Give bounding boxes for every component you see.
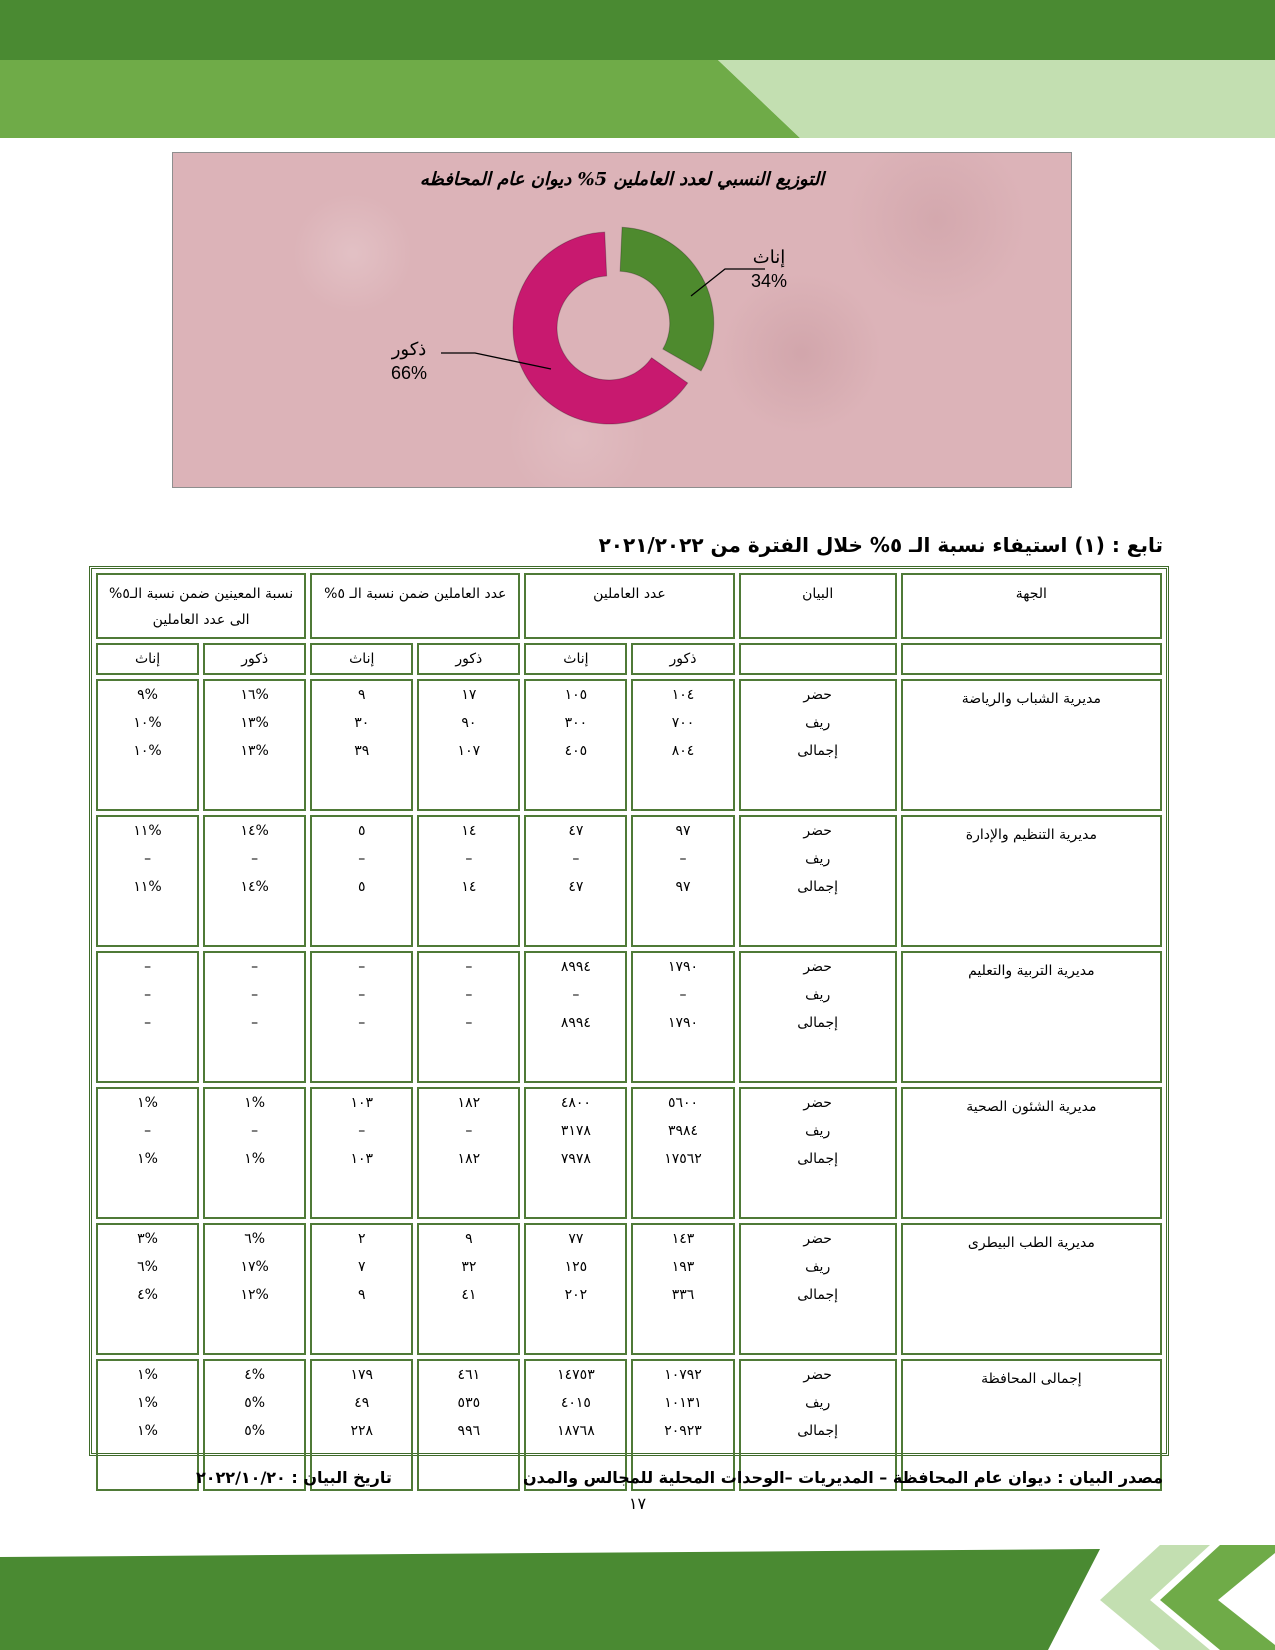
- ratio-f-cell: [96, 1087, 199, 1219]
- cell-value: –: [358, 1123, 366, 1139]
- cell-value: ١٢٥: [564, 1259, 588, 1275]
- cell-value: ٢٠٩٢٣: [664, 1423, 702, 1439]
- cell-value: ٧: [357, 1259, 366, 1275]
- cell-value: ١٧٥٦٢: [664, 1151, 702, 1167]
- ratio-f-cell: [96, 951, 199, 1083]
- cell-value: ١٤٧٥٣: [557, 1367, 595, 1383]
- cell-value: ٥٦٠٠: [667, 1095, 699, 1111]
- ratio-m-cell: [203, 679, 306, 811]
- entity-cell: مديرية التنظيم والإدارة: [901, 815, 1162, 947]
- ratio-f-cell: [96, 815, 199, 947]
- table-heading: تابع : (١) استيفاء نسبة الـ ٥% خلال الفترة من ٢٠٢١/٢٠٢٢: [598, 533, 1163, 557]
- table-row: [96, 1223, 1162, 1355]
- row-kind: حضر: [803, 687, 832, 703]
- slice-value-males: 66%: [391, 363, 428, 383]
- header-entity: الجهة: [901, 573, 1162, 639]
- row-kind: حضر: [803, 1367, 832, 1383]
- cell-value: –: [572, 851, 580, 867]
- cell-value: ١٧: [461, 687, 477, 703]
- row-kind: ريف: [805, 1123, 831, 1139]
- cell-value: ١٠٣: [350, 1151, 374, 1167]
- cell-value: %١١: [133, 879, 162, 895]
- row-kind: إجمالى: [797, 1423, 839, 1439]
- entity-cell: مديرية الشئون الصحية: [901, 1087, 1162, 1219]
- source-note: مصدر البيان : ديوان عام المحافظة – المديريات –الوحدات المحلية للمجالس والمدن: [523, 1468, 1163, 1487]
- cell-value: %٤: [244, 1367, 266, 1383]
- cell-value: %١٠: [133, 715, 162, 731]
- table-row: [96, 951, 1162, 1083]
- row-kind: حضر: [803, 1231, 832, 1247]
- cell-value: ١٧٩٠: [667, 1015, 699, 1031]
- cell-value: ٥٣٥: [457, 1395, 481, 1411]
- cell-value: –: [251, 959, 259, 975]
- cell-value: –: [465, 1015, 473, 1031]
- workers-m-cell: [631, 951, 734, 1083]
- row-kind: إجمالى: [797, 743, 839, 759]
- cell-value: –: [465, 1123, 473, 1139]
- pct-f-cell: [310, 951, 413, 1083]
- ratio-f-cell: [96, 1223, 199, 1355]
- subheader-males: ذكور: [203, 643, 306, 675]
- table-row: [96, 1087, 1162, 1219]
- workers-m-cell: [631, 815, 734, 947]
- cell-value: ٢٠٢: [564, 1287, 588, 1303]
- ratio-f-cell: [96, 679, 199, 811]
- pct-m-cell: [417, 815, 520, 947]
- subheader-empty: [739, 643, 897, 675]
- cell-value: %١: [244, 1151, 266, 1167]
- cell-value: ٤٧: [568, 879, 584, 895]
- cell-value: –: [465, 851, 473, 867]
- cell-value: ٩: [357, 687, 366, 703]
- cell-value: –: [144, 1123, 152, 1139]
- cell-value: %١٦: [240, 687, 269, 703]
- ratio-m-cell: [203, 1087, 306, 1219]
- cell-value: %٦: [244, 1231, 266, 1247]
- cell-value: ١٠٧٩٢: [664, 1367, 702, 1383]
- cell-value: –: [251, 987, 259, 1003]
- cell-value: ٣٩: [354, 743, 370, 759]
- cell-value: ٨٠٤: [671, 743, 695, 759]
- cell-value: –: [465, 959, 473, 975]
- cell-value: –: [572, 987, 580, 1003]
- cell-value: ٤٠٥: [564, 743, 588, 759]
- cell-value: %١: [244, 1095, 266, 1111]
- row-kind: حضر: [803, 1095, 832, 1111]
- pct-m-cell: [417, 679, 520, 811]
- slice-label-females: [751, 245, 787, 293]
- ratio-m-cell: [203, 1223, 306, 1355]
- cell-value: ١٧٩٠: [667, 959, 699, 975]
- slice-label-males: [391, 337, 427, 385]
- cell-value: ١٨٧٦٨: [557, 1423, 595, 1439]
- cell-value: ٣٠: [354, 715, 370, 731]
- cell-value: –: [358, 987, 366, 1003]
- cell-value: –: [358, 851, 366, 867]
- entity-cell: مديرية الطب البيطرى: [901, 1223, 1162, 1355]
- cell-value: ١٨٢: [457, 1095, 481, 1111]
- cell-value: %١٢: [240, 1287, 269, 1303]
- cell-value: ٤٧: [568, 823, 584, 839]
- row-kind: إجمالى: [797, 1287, 839, 1303]
- header-row: [96, 573, 1162, 639]
- cell-value: –: [144, 1015, 152, 1031]
- cell-value: %٣: [137, 1231, 158, 1247]
- cell-value: ١٠٣: [350, 1095, 374, 1111]
- page-number: ١٧: [628, 1494, 647, 1513]
- cell-value: –: [251, 1123, 259, 1139]
- cell-value: –: [144, 959, 152, 975]
- entity-cell: مديرية الشباب والرياضة: [901, 679, 1162, 811]
- table-row: [96, 679, 1162, 811]
- row-kind-cell: [739, 951, 897, 1083]
- donut-chart: [173, 153, 1071, 487]
- cell-value: ٤٠١٥: [560, 1395, 591, 1411]
- entity-cell: مديرية التربية والتعليم: [901, 951, 1162, 1083]
- ratio-m-cell: [203, 951, 306, 1083]
- workers-f-cell: [524, 1087, 627, 1219]
- entity-cell: إجمالى المحافظة: [901, 1359, 1162, 1491]
- subheader-males: ذكور: [417, 643, 520, 675]
- table-row: [96, 815, 1162, 947]
- cell-value: ٩: [357, 1287, 366, 1303]
- cell-value: ٩٧: [675, 879, 691, 895]
- row-kind: ريف: [805, 715, 831, 731]
- cell-value: ٣٣٦: [671, 1287, 695, 1303]
- cell-value: %٩: [137, 687, 158, 703]
- row-kind-cell: [739, 1087, 897, 1219]
- cell-value: –: [251, 851, 259, 867]
- cell-value: %٦: [137, 1259, 158, 1275]
- header-appointed-pct: نسبة المعينين ضمن نسبة الـ٥% الى عدد العاملين: [96, 573, 306, 639]
- cell-value: %٥: [244, 1423, 266, 1439]
- header-statement: البيان: [739, 573, 897, 639]
- cell-value: ١٤: [461, 879, 477, 895]
- cell-value: –: [358, 959, 366, 975]
- cell-value: –: [144, 987, 152, 1003]
- data-table: [89, 566, 1169, 1456]
- cell-value: –: [679, 987, 687, 1003]
- header-top-band: [0, 0, 1275, 60]
- row-kind-cell: [739, 815, 897, 947]
- cell-value: –: [144, 851, 152, 867]
- cell-value: ٣٢: [461, 1259, 477, 1275]
- cell-value: %٤: [137, 1287, 158, 1303]
- cell-value: ٥: [357, 879, 366, 895]
- subheader-empty: [901, 643, 1162, 675]
- pct-f-cell: [310, 1223, 413, 1355]
- row-kind: ريف: [805, 851, 831, 867]
- workers-f-cell: [524, 679, 627, 811]
- slice-value-females: 34%: [751, 271, 788, 291]
- workers-m-cell: [631, 679, 734, 811]
- header-lower-band: [0, 60, 1275, 138]
- ratio-m-cell: [203, 815, 306, 947]
- cell-value: ١٨٢: [457, 1151, 481, 1167]
- cell-value: ١٩٣: [671, 1259, 695, 1275]
- row-kind: حضر: [803, 959, 832, 975]
- subheader-females: إناث: [96, 643, 199, 675]
- cell-value: %١: [137, 1151, 158, 1167]
- cell-value: ٨٩٩٤: [560, 959, 591, 975]
- cell-value: –: [679, 851, 687, 867]
- cell-value: ١٤٣: [671, 1231, 695, 1247]
- cell-value: ٤٦١: [457, 1367, 481, 1383]
- subheader-males: ذكور: [631, 643, 734, 675]
- cell-value: –: [358, 1015, 366, 1031]
- row-kind: ريف: [805, 987, 831, 1003]
- cell-value: %١٠: [133, 743, 162, 759]
- header-workers-in-pct: عدد العاملين ضمن نسبة الـ ٥%: [310, 573, 520, 639]
- cell-value: %١: [137, 1423, 158, 1439]
- ratio-f-cell: [96, 1359, 199, 1491]
- cell-value: ٧٠٠: [671, 715, 695, 731]
- cell-value: ١٠١٣١: [664, 1395, 702, 1411]
- cell-value: %١٤: [240, 823, 269, 839]
- cell-value: ٧٩٧٨: [560, 1151, 591, 1167]
- donut-chart-panel: [172, 152, 1072, 488]
- cell-value: ٧٧: [568, 1231, 584, 1247]
- row-kind: إجمالى: [797, 1015, 839, 1031]
- cell-value: ١٠٧: [457, 743, 481, 759]
- header-workers: عدد العاملين: [524, 573, 734, 639]
- cell-value: %١١: [133, 823, 162, 839]
- cell-value: ٩٧: [675, 823, 691, 839]
- cell-value: %١٣: [240, 743, 269, 759]
- cell-value: –: [465, 987, 473, 1003]
- row-kind: ريف: [805, 1395, 831, 1411]
- data-date: تاريخ البيان : ٢٠٢٢/١٠/٢٠: [196, 1468, 392, 1487]
- cell-value: ٤٨٠٠: [560, 1095, 591, 1111]
- row-kind: إجمالى: [797, 879, 839, 895]
- pct-f-cell: [310, 1087, 413, 1219]
- cell-value: %١: [137, 1395, 158, 1411]
- cell-value: %١٤: [240, 879, 269, 895]
- cell-value: ٣١٧٨: [560, 1123, 591, 1139]
- row-kind: ريف: [805, 1259, 831, 1275]
- cell-value: %١٣: [240, 715, 269, 731]
- pct-m-cell: [417, 951, 520, 1083]
- cell-value: ١٠٤: [671, 687, 695, 703]
- donut-slice-females: [620, 227, 714, 371]
- pct-f-cell: [310, 815, 413, 947]
- chart-title: التوزيع النسبي لعدد العاملين 5% ديوان عام المحافظه: [419, 169, 825, 190]
- cell-value: ٥: [357, 823, 366, 839]
- row-kind-cell: [739, 1223, 897, 1355]
- subheader-females: إناث: [310, 643, 413, 675]
- slice-name-males: ذكور: [391, 339, 427, 359]
- workers-m-cell: [631, 1223, 734, 1355]
- cell-value: ١٧٩: [350, 1367, 374, 1383]
- workers-f-cell: [524, 815, 627, 947]
- cell-value: %١: [137, 1095, 158, 1111]
- pct-m-cell: [417, 1359, 520, 1491]
- cell-value: %٥: [244, 1395, 266, 1411]
- subheader-females: إناث: [524, 643, 627, 675]
- workers-m-cell: [631, 1087, 734, 1219]
- cell-value: ٤٩: [354, 1395, 370, 1411]
- row-kind-cell: [739, 679, 897, 811]
- cell-value: ١٠٥: [564, 687, 588, 703]
- cell-value: ٤١: [461, 1287, 477, 1303]
- cell-value: %١: [137, 1367, 158, 1383]
- cell-value: ٩٩٦: [457, 1423, 481, 1439]
- pct-m-cell: [417, 1087, 520, 1219]
- cell-value: ٢٢٨: [350, 1423, 374, 1439]
- cell-value: ٨٩٩٤: [560, 1015, 591, 1031]
- cell-value: –: [251, 1015, 259, 1031]
- cell-value: ٢: [357, 1231, 366, 1247]
- subheader-row: [96, 643, 1162, 675]
- cell-value: ٩٠: [461, 715, 477, 731]
- slice-name-females: إناث: [752, 247, 786, 267]
- workers-f-cell: [524, 951, 627, 1083]
- row-kind: إجمالى: [797, 1151, 839, 1167]
- cell-value: %١٧: [240, 1259, 269, 1275]
- row-kind: حضر: [803, 823, 832, 839]
- pct-m-cell: [417, 1223, 520, 1355]
- cell-value: ١٤: [461, 823, 477, 839]
- footer-band: [0, 1545, 1275, 1650]
- pct-f-cell: [310, 679, 413, 811]
- cell-value: ٩: [465, 1231, 473, 1247]
- cell-value: ٣٠٠: [564, 715, 588, 731]
- cell-value: ٣٩٨٤: [667, 1123, 699, 1139]
- workers-f-cell: [524, 1223, 627, 1355]
